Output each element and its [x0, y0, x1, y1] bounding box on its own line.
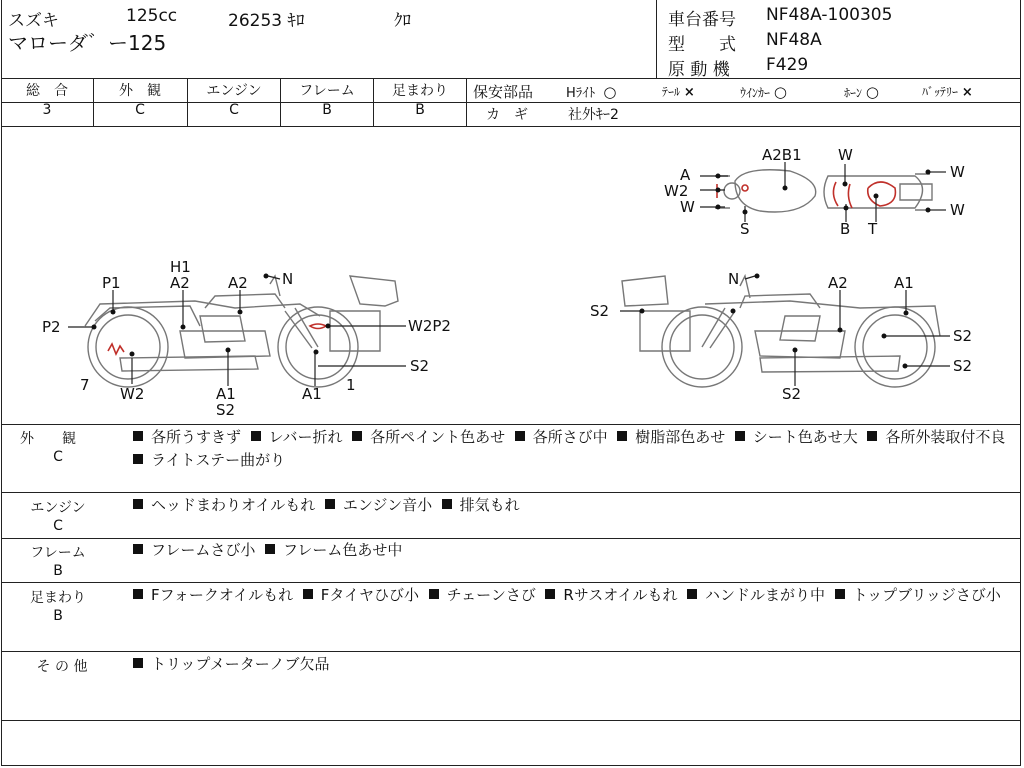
dots — [92, 170, 931, 369]
key-label: カ ギ — [486, 107, 528, 123]
comment-list-other: トリップメーターノブ欠品 — [133, 653, 1013, 676]
label-A1: A1 — [216, 385, 236, 403]
label-S2: S2 — [953, 357, 973, 375]
damage-diagram — [0, 126, 1024, 424]
top-bike-drawing — [715, 170, 932, 212]
maker: スズキ — [8, 11, 59, 31]
type-value: NF48A — [766, 30, 822, 50]
grade-label: 足まわり — [392, 83, 448, 99]
label-A2B1: A2B1 — [762, 146, 802, 164]
divider — [1, 582, 1021, 583]
divider — [1, 651, 1021, 652]
grade-label: 総 合 — [26, 83, 68, 99]
divider — [1, 492, 1021, 493]
label-1: 1 — [346, 376, 356, 394]
label-S2: S2 — [782, 385, 802, 403]
divider — [656, 0, 657, 78]
label-B: B — [840, 220, 851, 238]
label-A1: A1 — [302, 385, 322, 403]
leader-lines — [68, 162, 950, 386]
damage-marks — [108, 182, 895, 354]
comment-grade: C — [53, 518, 63, 534]
label-A: A — [680, 166, 691, 184]
comment-title: 外 観 — [20, 431, 76, 447]
grade-value: C — [229, 102, 239, 118]
label-A2: A2 — [228, 274, 248, 292]
security-item: Hﾗｲﾄ ○ — [566, 83, 617, 101]
model-name: マローダ゛ー125 — [8, 31, 167, 55]
type-label: 型 式 — [668, 35, 736, 55]
frame-label: 車台番号 — [668, 10, 736, 30]
comment-grade: B — [53, 608, 63, 624]
label-S2: S2 — [216, 401, 236, 419]
key-value: 社外ｷｰ2 — [568, 107, 619, 123]
comment-list-exterior: 各所うすきず レバー折れ 各所ペイント色あせ 各所さび中 樹脂部色あせ シート色あせ大 各所外装取付不良 ライトステー曲がり — [133, 426, 1013, 472]
comment-grade: B — [53, 563, 63, 579]
comment-title: エンジン — [30, 500, 86, 516]
label-S2: S2 — [953, 327, 973, 345]
label-H1: H1 — [170, 258, 191, 276]
label-7: 7 — [80, 376, 90, 394]
comment-title: 足まわり — [30, 590, 86, 606]
comment-title: そ の 他 — [36, 659, 88, 675]
label-A2: A2 — [170, 274, 190, 292]
label-N: N — [728, 270, 740, 288]
security-item: ｳｲﾝｶｰ ○ — [740, 83, 787, 101]
comment-list-suspension: Fフォークオイルもれ Fタイヤひび小 チェーンさび Rサスオイルもれ ハンドルまがり中 トップブリッジさび小 — [133, 584, 1013, 607]
label-T: T — [868, 220, 878, 238]
security-item: ﾃｰﾙ × — [662, 85, 695, 100]
label-W2: W2 — [664, 182, 689, 200]
grade-value: 3 — [42, 102, 52, 118]
divider — [1, 78, 1021, 79]
engine-label: 原 動 機 — [668, 60, 730, 80]
security-label: 保安部品 — [473, 83, 534, 101]
comment-list-engine: ヘッドまわりオイルもれ エンジン音小 排気もれ — [133, 494, 1013, 517]
grade-value: B — [415, 102, 425, 118]
security-item: ﾊﾞｯﾃﾘｰ × — [922, 85, 973, 100]
divider — [466, 102, 1021, 103]
label-P1: P1 — [102, 274, 121, 292]
divider — [1, 720, 1021, 721]
displacement: 125cc — [126, 6, 178, 26]
label-W: W — [950, 201, 965, 219]
grade-value: C — [135, 102, 145, 118]
label-S: S — [740, 220, 750, 238]
label-S2: S2 — [590, 302, 610, 320]
grade-label: 外 観 — [119, 83, 161, 99]
frame-value: NF48A-100305 — [766, 5, 893, 25]
label-W: W — [680, 198, 695, 216]
grade-label: フレーム — [299, 83, 355, 99]
divider — [1, 424, 1021, 425]
label-W: W — [838, 146, 853, 164]
label-W2: W2 — [120, 385, 145, 403]
comment-title: フレーム — [30, 545, 86, 561]
label-S2: S2 — [410, 357, 430, 375]
label-W2P2: W2P2 — [408, 317, 451, 335]
grade-value: B — [322, 102, 332, 118]
label-W: W — [950, 163, 965, 181]
label-A2: A2 — [828, 274, 848, 292]
label-A1: A1 — [894, 274, 914, 292]
color: ｸﾛ — [394, 11, 411, 31]
grade-label: エンジン — [206, 83, 262, 99]
label-N: N — [282, 270, 294, 288]
comment-list-frame: フレームさび小 フレーム色あせ中 — [133, 539, 1013, 562]
label-P2: P2 — [42, 318, 61, 336]
right-bike-drawing — [622, 276, 940, 387]
security-item: ﾎｰﾝ ○ — [844, 83, 879, 101]
comment-grade: C — [53, 449, 63, 465]
mileage: 26253 ｷﾛ — [228, 11, 305, 31]
engine-value: F429 — [766, 55, 809, 75]
